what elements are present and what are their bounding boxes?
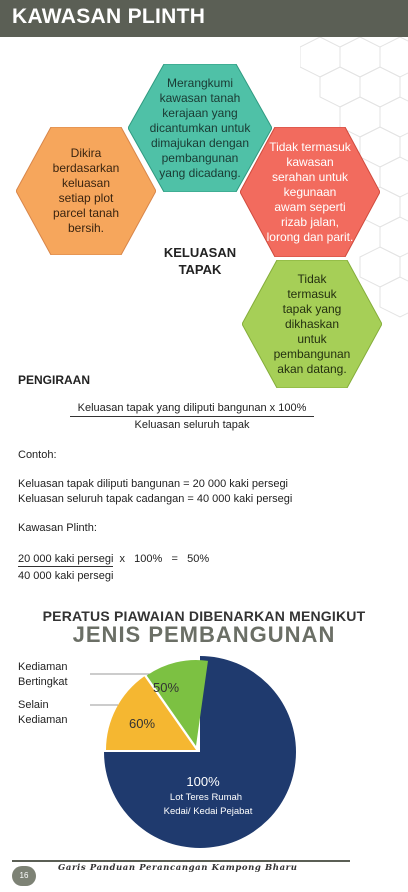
footer-rule xyxy=(12,860,350,862)
footer-title: Garis Panduan Perancangan Kampong Bharu xyxy=(58,863,298,873)
hexagon-bottom-text: Tidak termasuk tapak yang dikhaskan untuk pembangunan akan datang. xyxy=(273,271,351,376)
example-result: x 100% = 50% xyxy=(113,553,210,565)
hexagon-right-text: Tidak termasuk kawasan serahan untuk kegunaan awam seperti rizab jalan, lorong dan parit. xyxy=(266,139,354,244)
pie-chart xyxy=(0,650,408,850)
label-50-percent: 50% xyxy=(152,680,180,695)
example-fraction-numerator xyxy=(18,553,209,565)
example-fraction-denominator: 40 000 kaki persegi xyxy=(18,570,114,582)
example-line-2: Keluasan seluruh tapak cadangan = 40 000 kaki persegi xyxy=(18,493,293,505)
kawasan-plinth-label: Kawasan Plinth: xyxy=(18,522,97,534)
hexagon-bottom xyxy=(242,260,382,388)
label-100-percent: 100% xyxy=(186,774,220,789)
page-header xyxy=(0,0,408,37)
legend-selain-kediaman: Selain Kediaman xyxy=(18,699,68,726)
center-label: KELUASAN TAPAK xyxy=(163,245,237,277)
page-title: KAWASAN PLINTH xyxy=(12,5,206,28)
example-line-1: Keluasan tapak diliputi bangunan = 20 000 kaki persegi xyxy=(18,478,289,490)
label-lot-teres-line2: Kedai/ Kedai Pejabat xyxy=(163,806,253,817)
label-lot-teres-line1: Lot Teres Rumah xyxy=(169,792,243,803)
chart-title: PERATUS PIAWAIAN DIBENARKAN MENGIKUT xyxy=(42,608,366,624)
chart-subtitle: JENIS PEMBANGUNAN xyxy=(72,622,336,647)
legend-kediaman-bertingkat: Kediaman Bertingkat xyxy=(18,661,68,688)
page-number: 16 xyxy=(12,866,36,886)
hexagon-left xyxy=(16,127,156,255)
calc-heading: PENGIRAAN xyxy=(18,373,91,387)
hexagon-top-text: Merangkumi kawasan tanah kerajaan yang dicantumkan untuk dimajukan dengan pembangunan yang dicadang. xyxy=(149,75,251,180)
formula-numerator: Keluasan tapak yang diliputi bangunan x 100% xyxy=(70,402,314,417)
formula-denominator: Keluasan seluruh tapak xyxy=(134,419,250,431)
hexagon-right xyxy=(240,127,380,257)
example-label: Contoh: xyxy=(18,449,57,461)
label-60-percent: 60% xyxy=(128,716,156,731)
hexagon-left-text: Dikira berdasarkan keluasan setiap plot parcel tanah bersih. xyxy=(52,146,120,235)
example-numerator-value: 20 000 kaki persegi xyxy=(18,553,114,565)
